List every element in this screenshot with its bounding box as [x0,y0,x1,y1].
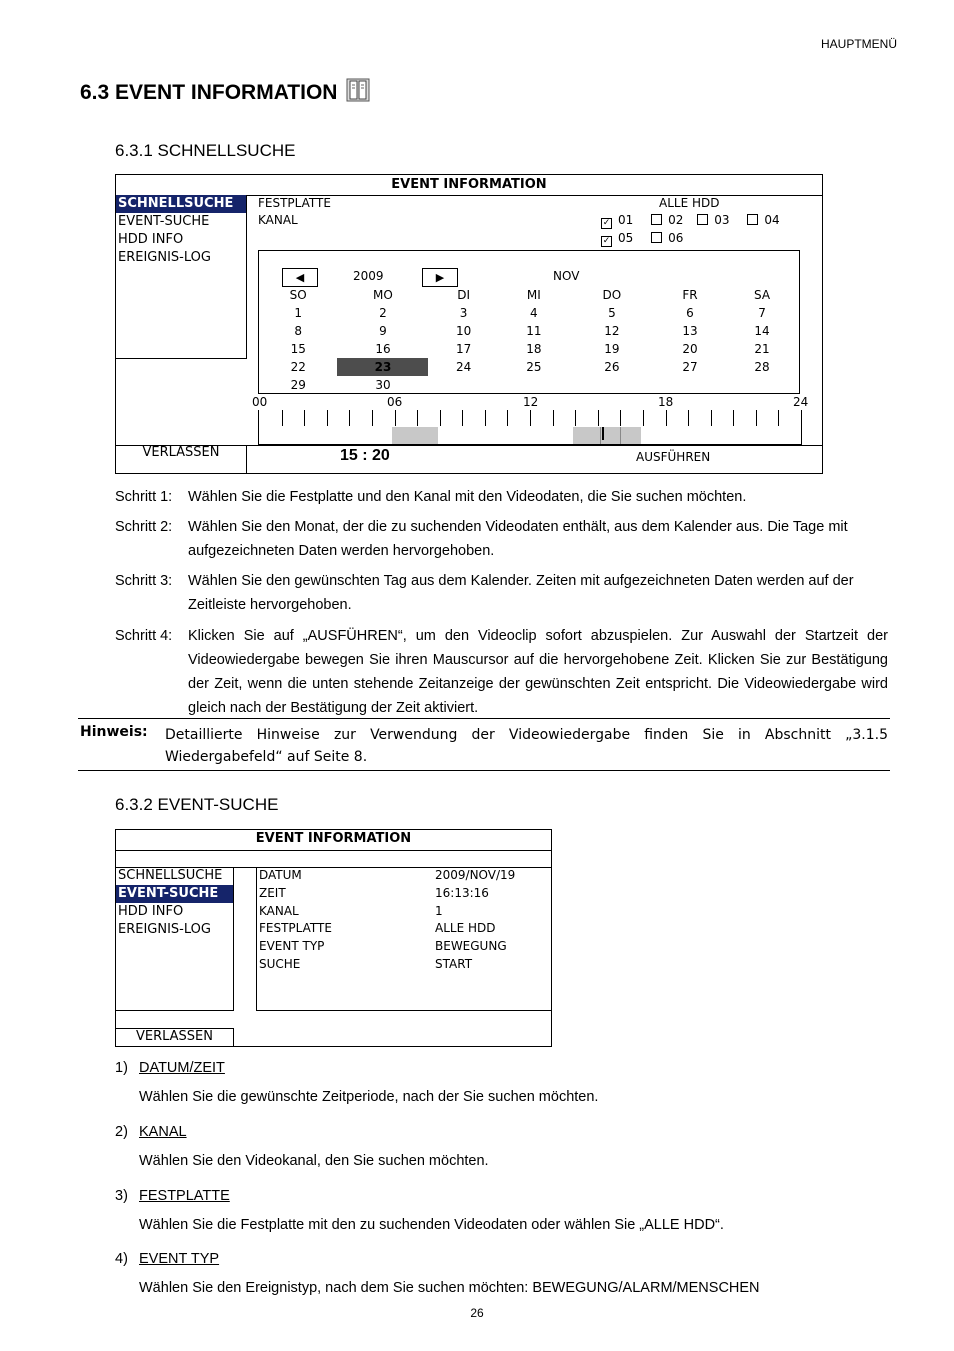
weekday: SO [289,288,307,302]
calendar-day[interactable]: 8 [294,324,303,338]
field-label-kanal: KANAL [259,904,299,918]
timeline-tick [462,410,463,426]
calendar-year: 2009 [353,269,384,283]
field-value-suche[interactable]: START [435,957,473,971]
step-label: Schritt 2: [115,519,173,535]
menu-schnellsuche[interactable]: SCHNELLSUCHE [118,868,223,883]
prev-month-button[interactable]: ◀ [282,268,318,287]
timeline-tick [688,410,689,426]
menu-hdd-info[interactable]: HDD INFO [118,904,184,919]
timeline-bar[interactable] [258,410,802,445]
step-label: Schritt 4: [115,628,173,644]
calendar-day[interactable]: 26 [604,360,620,374]
item-number: 2) [115,1124,128,1140]
week-row [259,358,799,376]
item-title: DATUM/ZEIT [139,1060,225,1076]
field-label-event-typ: EVENT TYP [259,939,325,953]
calendar-day[interactable]: 7 [758,306,766,320]
side-menu [116,195,247,359]
event-info-book-icon [346,78,370,102]
calendar-day[interactable]: 22 [290,360,306,374]
timeline-tick [530,410,531,426]
field-value-zeit[interactable]: 16:13:16 [435,886,489,900]
calendar-day[interactable]: 3 [459,306,468,320]
timeline-tick [666,410,667,426]
menu-hdd-info[interactable]: HDD INFO [118,232,184,247]
weekday: MI [526,288,541,302]
channel-05-checkbox[interactable]: ✓ 05 [602,231,634,246]
step-text: Wählen Sie die Festplatte und den Kanal mit den Videodaten, die Sie suchen möchten. [188,489,747,505]
panel-title: EVENT INFORMATION [391,177,547,192]
event-suche-panel [115,829,552,1047]
field-value-festplatte[interactable]: ALLE HDD [435,921,496,935]
channel-row-1 [601,213,780,229]
timeline-tick [778,410,779,426]
calendar-day[interactable]: 14 [754,324,770,338]
calendar-day[interactable]: 24 [455,360,472,374]
timeline-label: 24 [793,395,809,409]
timeline-tick [507,410,508,426]
week-row [259,322,799,340]
menu-ereignis-log[interactable]: EREIGNIS-LOG [118,250,211,265]
channel-04-checkbox[interactable]: 04 [747,213,779,227]
weekday: DI [457,288,470,302]
field-value-event-typ[interactable]: BEWEGUNG [435,939,507,953]
timeline-tick [485,410,486,426]
timeline-tick [553,410,554,426]
exit-button[interactable]: VERLASSEN [116,445,247,473]
calendar-day[interactable]: 25 [526,360,542,374]
festplatte-label: FESTPLATTE [258,196,331,210]
item-title: FESTPLATTE [139,1188,230,1204]
field-value-datum[interactable]: 2009/NOV/19 [435,868,516,882]
calendar-day[interactable]: 4 [530,306,538,320]
step-text: Klicken Sie auf „AUSFÜHREN“, um den Videoclip sofort abzuspielen. Zur Auswahl der Startzeit der Videowiedergabe bewegen Sie ihren Mauscursor auf die hervorgehobene Zeit. Klicken Sie zur Bestätigung der Zeit, wenn die unten stehende Zeitanzeige der gewünschten Zeit entspricht. Die Videowiedergabe wird gleich nach der Bestätigung der Zeit aktiviert. [188,628,888,716]
list-item [115,1124,489,1169]
timeline-label: 06 [387,395,403,409]
list-item [115,1060,599,1105]
calendar-day[interactable]: 2 [379,306,387,320]
timeline-tick [372,410,373,426]
channel-row-2 [601,231,683,247]
subsection-title-schnellsuche: 6.3.1 SCHNELLSUCHE [115,141,296,160]
item-text: Wählen Sie den Videokanal, den Sie suchen möchten. [139,1153,489,1169]
timeline-tick [440,410,441,426]
field-value-kanal[interactable]: 1 [435,904,443,918]
calendar-day[interactable]: 27 [682,360,698,374]
week-row [259,376,799,394]
list-item [115,1251,760,1296]
kanal-label: KANAL [258,213,298,227]
search-fields [256,867,551,1011]
note-box [78,718,890,771]
channel-06-checkbox[interactable]: 06 [651,231,683,245]
calendar-day[interactable]: 16 [375,342,391,356]
next-month-button[interactable]: ▶ [422,268,458,287]
calendar-day[interactable]: 5 [608,306,616,320]
weekday: MO [373,288,393,302]
recorded-segment[interactable] [392,427,438,444]
menu-event-suche[interactable]: EVENT-SUCHE [118,214,210,229]
time-display: 15 : 20 [340,447,390,464]
week-row [259,340,799,358]
weekday-row [259,286,799,304]
item-number: 3) [115,1188,128,1204]
field-label-festplatte: FESTPLATTE [259,921,332,935]
timeline-tick [417,410,418,426]
calendar-day-selected[interactable]: 23 [337,358,428,376]
timeline-tick [620,410,621,426]
channel-02-checkbox[interactable]: 02 [651,213,683,227]
timeline-tick [756,410,757,426]
page-number: 26 [470,1306,484,1320]
calendar-day[interactable]: 18 [526,342,542,356]
calendar-day[interactable]: 1 [294,306,303,320]
calendar-day[interactable]: 19 [604,342,620,356]
field-label-zeit: ZEIT [259,886,286,900]
timeline-tick [575,410,576,426]
menu-schnellsuche[interactable]: SCHNELLSUCHE [116,195,246,213]
calendar-day[interactable]: 21 [754,342,770,356]
section-title: 6.3 EVENT INFORMATION [80,81,338,104]
calendar-day[interactable]: 10 [455,324,472,338]
timeline-label: 12 [523,395,539,409]
timeline-tick [395,410,396,426]
note-text: Detaillierte Hinweise zur Verwendung der Videowiedergabe finden Sie in Abschnitt „3.1.5 Wiedergabefeld“ auf Seite 8. [165,727,888,765]
calendar-day[interactable]: 30 [375,378,391,392]
menu-event-suche[interactable]: EVENT-SUCHE [116,885,233,903]
running-header: HAUPTMENÜ [820,37,897,51]
timeline-label: 00 [252,395,268,409]
item-title: EVENT TYP [139,1251,220,1267]
timeline-tick [598,410,599,426]
item-text: Wählen Sie den Ereignistyp, nach dem Sie suchen möchten: BEWEGUNG/ALARM/MENSCHEN [139,1280,760,1296]
step-label: Schritt 3: [115,573,173,589]
channel-01-checkbox[interactable]: ✓ 01 [602,213,634,228]
exit-button[interactable]: VERLASSEN [116,1028,234,1046]
step-text: Wählen Sie den gewünschten Tag aus dem Kalender. Zeiten mit aufgezeichneten Daten werden auf der Zeitleiste hervorgehoben. [188,573,854,613]
calendar-day[interactable]: 29 [290,378,306,392]
timeline-tick [327,410,328,426]
timeline-tick [349,410,350,426]
calendar-day[interactable]: 12 [604,324,620,338]
calendar-grid [259,286,799,394]
item-text: Wählen Sie die Festplatte mit den zu suchenden Videodaten oder wählen Sie „ALLE HDD“. [139,1217,724,1233]
panel-title: EVENT INFORMATION [255,831,412,846]
calendar-day[interactable]: 13 [682,324,698,338]
field-label-datum: DATUM [259,868,302,882]
calendar [258,250,800,394]
calendar-day[interactable]: 17 [455,342,472,356]
timeline-tick [304,410,305,426]
list-item [115,1188,724,1233]
weekday: DO [602,288,622,302]
calendar-day[interactable]: 9 [379,324,387,338]
calendar-month: NOV [553,269,580,283]
calendar-day[interactable]: 20 [682,342,698,356]
timeline-tick [711,410,712,426]
step-label: Schritt 1: [115,489,173,505]
recorded-segment[interactable] [573,427,641,444]
week-row [259,304,799,322]
calendar-day[interactable]: 11 [526,324,542,338]
step-text: Wählen Sie den Monat, der die zu suchenden Videodaten enthält, aus dem Kalender aus. Die Tage mit aufgezeichneten Daten werden hervorgehoben. [188,519,848,559]
timeline-tick [733,410,734,426]
timeline-tick [643,410,644,426]
field-label-suche: SUCHE [259,957,301,971]
schnellsuche-panel [115,174,823,474]
calendar-day[interactable]: 15 [290,342,306,356]
item-number: 1) [115,1060,128,1076]
side-menu [116,867,234,1011]
channel-03-checkbox[interactable]: 03 [697,213,729,227]
calendar-day[interactable]: 28 [754,360,770,374]
item-text: Wählen Sie die gewünschte Zeitperiode, nach der Sie suchen möchten. [139,1089,599,1105]
timeline-label: 18 [658,395,674,409]
timeline-tick [282,410,283,426]
festplatte-value[interactable]: ALLE HDD [659,196,720,210]
timeline-cursor[interactable] [602,427,604,440]
subsection-title-event-suche: 6.3.2 EVENT-SUCHE [115,795,279,814]
item-title: KANAL [139,1124,187,1140]
run-button[interactable]: AUSFÜHREN [636,450,711,464]
calendar-day[interactable]: 6 [686,306,694,320]
menu-ereignis-log[interactable]: EREIGNIS-LOG [118,922,211,937]
weekday: FR [682,288,698,302]
weekday: SA [754,288,771,302]
note-label: Hinweis: [80,724,148,740]
item-number: 4) [115,1251,128,1267]
